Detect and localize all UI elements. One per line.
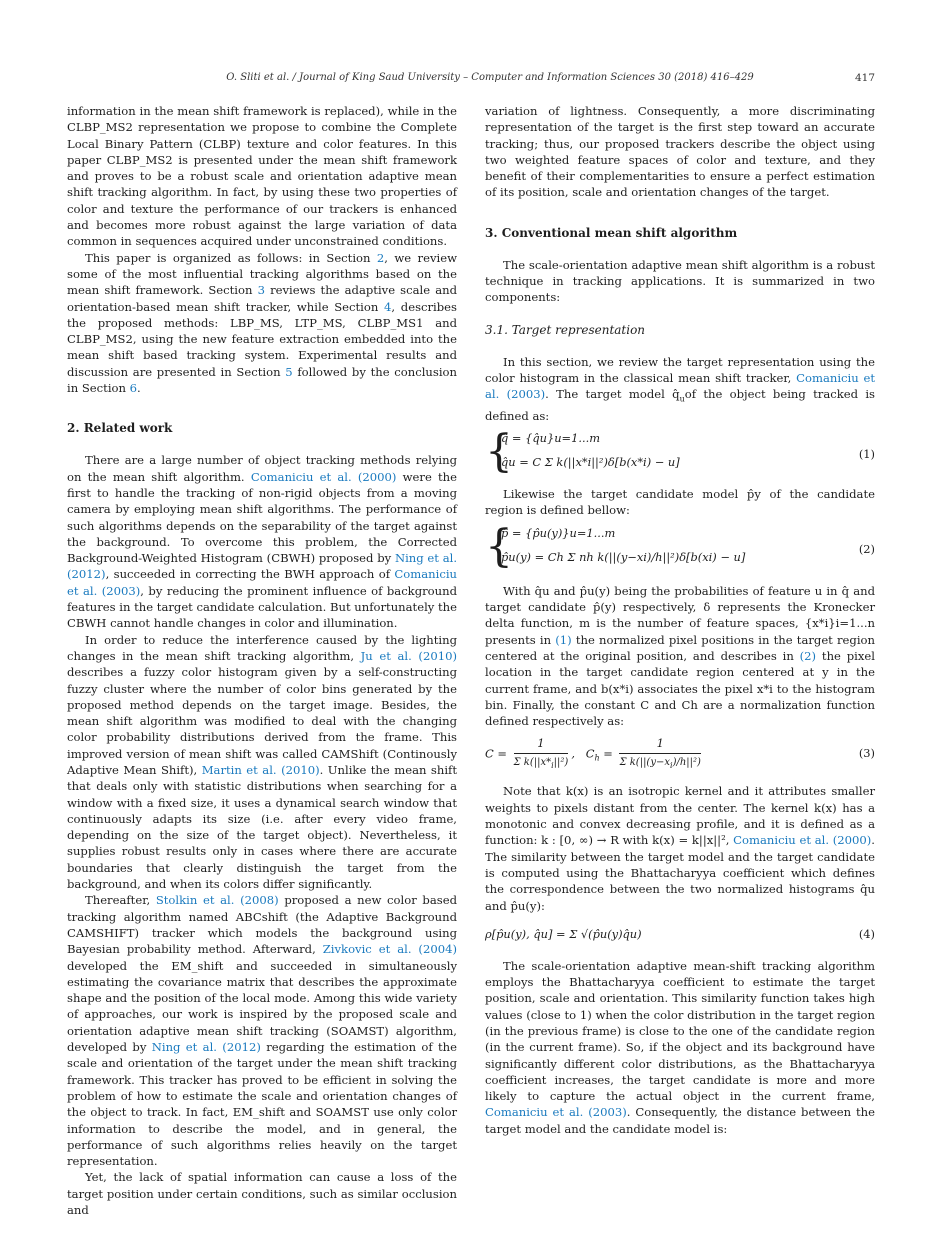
- citation-link[interactable]: Comaniciu et al. (2003): [485, 1105, 627, 1120]
- equation-number: (3): [858, 746, 875, 761]
- left-column: [67, 103, 457, 1218]
- paragraph: The scale-orientation adaptive mean shift algorithm is a robust technique in tracking applications. It is summarized in two components:: [485, 257, 875, 305]
- citation-link[interactable]: Ju et al. (2010): [360, 648, 457, 663]
- citation-link[interactable]: Comaniciu et al. (2000): [250, 469, 397, 484]
- equation-3: C = $\frac{1}{\Sigma k(||x*_i||^2)}$ , $C_h$ = $\frac{1}{\Sigma k(||(y-x_i)/h||^2)}$ (3): [485, 736, 875, 770]
- paragraph: Yet, the lack of spatial information can cause a loss of the target position under certain conditions, such as similar occlusion and: [67, 1170, 457, 1217]
- equation-ref-link[interactable]: (2): [799, 648, 817, 663]
- section-link[interactable]: 4: [384, 299, 392, 314]
- paragraph: Note that k(x) is an isotropic kernel and it attributes smaller weights to pixels distant from the center. The kernel k(x) has a monotonic and convex decreasing profile, and it is defined as a function: k : [0, ∞) → R with k(x) = k||x||², Comaniciu et al. (2000). The similarity between the target model and the target candidate is computed using the Bhattacharyya coefficient which defines the correspondence between the two normalized histograms q̂u and p̂u(y):: [485, 784, 875, 913]
- citation-link[interactable]: Stolkin et al. (2008): [155, 893, 279, 908]
- equation-line: p̂ = {p̂u(y)}u=1...m: [501, 525, 616, 540]
- section-heading: 2. Related work: [67, 421, 173, 436]
- equation-line: ρ[p̂u(y), q̂u] = Σ √(p̂u(y)q̂u): [485, 926, 642, 941]
- citation-link[interactable]: Comaniciu et al. (2003): [67, 567, 457, 598]
- paragraph: This paper is organized as follows: in Section 2, we review some of the most influential tracking algorithms based on the mean shift framework. Section 3 reviews the adaptive scale and orientation-based mean shift tracker, while Section 4, describes the proposed methods: LBP_MS, LTP_MS, CLBP_MS1 and CLBP_MS2, using the new feature extraction embedded into the mean shift based tracking system. Experimental results and discussion are presented in Section 5 followed by the conclusion in Section 6.: [67, 250, 458, 396]
- running-head: O. Sliti et al. / Journal of King Saud University – Computer and Information Sciences 30 (2018) 416–429: [226, 72, 754, 83]
- equation-line: q̂u = C Σ k(||x*i||²)δ[b(x*i) − u]: [501, 455, 680, 470]
- paragraph: With q̂u and p̂u(y) being the probabilities of feature u in q̂ and target candidate p̂(y) respectively, δ represents the Kronecker delta function, m is the number of feature spaces, {x*i}i=1...n presents in (1) the normalized pixel positions in the target region centered at the original position, and describes in (2) the pixel location in the target candidate region centered at y in the current frame, and b(x*i) associates the pixel x*i to the histogram bin. Finally, the constant C and Ch are a normalization function defined respectively as:: [485, 583, 875, 729]
- equation-number: (1): [858, 447, 875, 462]
- equation-2: { p̂ = {p̂u(y)}u=1...m p̂u(y) = Ch Σ nh k(||(y−xi)/h||²)δ[b(xi) − u] (2): [485, 520, 875, 572]
- section-heading: 3. Conventional mean shift algorithm: [485, 225, 738, 240]
- paragraph: information in the mean shift framework is replaced), while in the CLBP_MS2 representation we propose to combine the Complete Local Binary Pattern (CLBP) texture and color features. In this paper CLBP_MS2 is presented under the mean shift framework and proves to be a robust scale and orientation adaptive mean shift tracking algorithm. In fact, by using these two properties of color and texture the performance of our trackers is enhanced and becomes more robust against the large variation of data common in sequences acquired under unconstrained conditions.: [67, 104, 457, 249]
- citation-link[interactable]: Martin et al. (2010): [201, 762, 320, 777]
- section-link[interactable]: 2: [376, 250, 385, 265]
- paragraph: Thereafter, Stolkin et al. (2008) proposed a new color based tracking algorithm named ABCshift (the Adaptive Background CAMSHIFT) tracker which models the background using Bayesian probability method. Afterward, Zivkovic et al. (2004) developed the EM_shift and succeeded in simultaneously estimating the covariance matrix that describes the approximate shape and the position of the local mode. Among this wide variety of approaches, our work is inspired by the proposed scale and orientation adaptive mean shift tracking (SOAMST) algorithm, developed by Ning et al. (2012) regarding the estimation of the scale and orientation of the target under the mean shift tracking framework. This tracker has proved to be efficient in solving the problem of how to estimate the scale and orientation changes of the object to track. In fact, EM_shift and SOAMST use only color information to describe the model, and in general, the performance of such algorithms relies heavily on the target representation.: [67, 893, 457, 1169]
- paragraph: In order to reduce the interference caused by the lighting changes in the mean shift tracking algorithm, Ju et al. (2010) describes a fuzzy color histogram given by a self-constructing fuzzy cluster where the number of color bins generated by the proposed method depends on the target image. Besides, the mean shift algorithm was modified to deal with the changing color probability distributions derived from the frame. This improved version of mean shift was called CAMShift (Continously Adaptive Mean Shift), Martin et al. (2010). Unlike the mean shift that deals only with statistic distributions when searching for a window with a fixed size, it uses a dynamical search window that continuously adapts its size (i.e. after every video frame, depending on the size of the target object). Nevertheless, it supplies robust results only in cases where there are accurate boundaries that clearly distinguish the target from the background, and when its colors differ significantly.: [67, 632, 457, 892]
- section-link[interactable]: 5: [285, 364, 293, 379]
- equation-number: (4): [858, 926, 875, 941]
- citation-link[interactable]: Ning et al. (2012): [151, 1040, 261, 1055]
- equation-line: q̂ = {q̂u}u=1...m: [501, 431, 600, 446]
- citation-link[interactable]: Comaniciu et al. (2003): [485, 370, 875, 402]
- paragraph: In this section, we review the target representation using the color histogram in the classical mean shift tracker, Comaniciu et al. (2003). The target model $q̂_uof$ the object being tracked is defined as:: [485, 354, 875, 423]
- section-link[interactable]: 3: [257, 283, 265, 298]
- paragraph: Likewise the target candidate model p̂y of the candidate region is defined bellow:: [485, 487, 875, 518]
- paragraph: The scale-orientation adaptive mean-shift tracking algorithm employs the Bhattacharyya coefficient to estimate the target position, scale and orientation. This similarity function takes high values (close to 1) when the color distribution in the target region (in the previous frame) is close to the one of the candidate region (in the current frame). So, if the object and its background have significantly different color distributions, as the Bhattacharyya coefficient increases, the target candidate is more and more likely to capture the actual object in the current frame, Comaniciu et al. (2003). Consequently, the distance between the target model and the candidate model is:: [485, 958, 875, 1136]
- citation-link[interactable]: Ning et al. (2012): [67, 551, 457, 582]
- paragraph: There are a large number of object tracking methods relying on the mean shift algorithm. Comaniciu et al. (2000) were the first to handle the tracking of non-rigid objects from a moving camera by employing mean shift algorithms. The performance of such algorithms depends on the separability of the target against the background. To overcome this problem, the Corrected Background-Weighted Histogram (CBWH) proposed by Ning et al. (2012), succeeded in correcting the BWH approach of Comaniciu et al. (2003), by reducing the prominent influence of background features in the target candidate calculation. But unfortunately the CBWH cannot handle changes in color and illumination.: [67, 453, 458, 631]
- section-link[interactable]: 6: [129, 381, 138, 396]
- paragraph: variation of lightness. Consequently, a more discriminating representation of the target is the first step toward an accurate tracking; thus, our proposed trackers describe the object using two weighted feature spaces of color and texture, and they benefit of their complementarities to ensure a perfect estimation of its position, scale and orientation changes of the target.: [485, 104, 875, 200]
- page-header: [0, 72, 925, 88]
- equation-4: [485, 918, 875, 952]
- right-column: [485, 103, 875, 1137]
- subsection-heading: 3.1. Target representation: [485, 322, 646, 337]
- citation-link[interactable]: Zivkovic et al. (2004): [322, 942, 457, 957]
- equation-line: p̂u(y) = Ch Σ nh k(||(y−xi)/h||²)δ[b(xi) − u]: [501, 549, 746, 564]
- equation-number: (2): [858, 541, 875, 556]
- equation-1: { q̂ = {q̂u}u=1...m q̂u = C Σ k(||x*i||²)δ[b(x*i) − u] (1): [485, 426, 875, 478]
- equation-ref-link[interactable]: (1): [555, 632, 572, 647]
- citation-link[interactable]: Comaniciu et al. (2000): [733, 833, 872, 848]
- page-number: 417: [854, 72, 875, 84]
